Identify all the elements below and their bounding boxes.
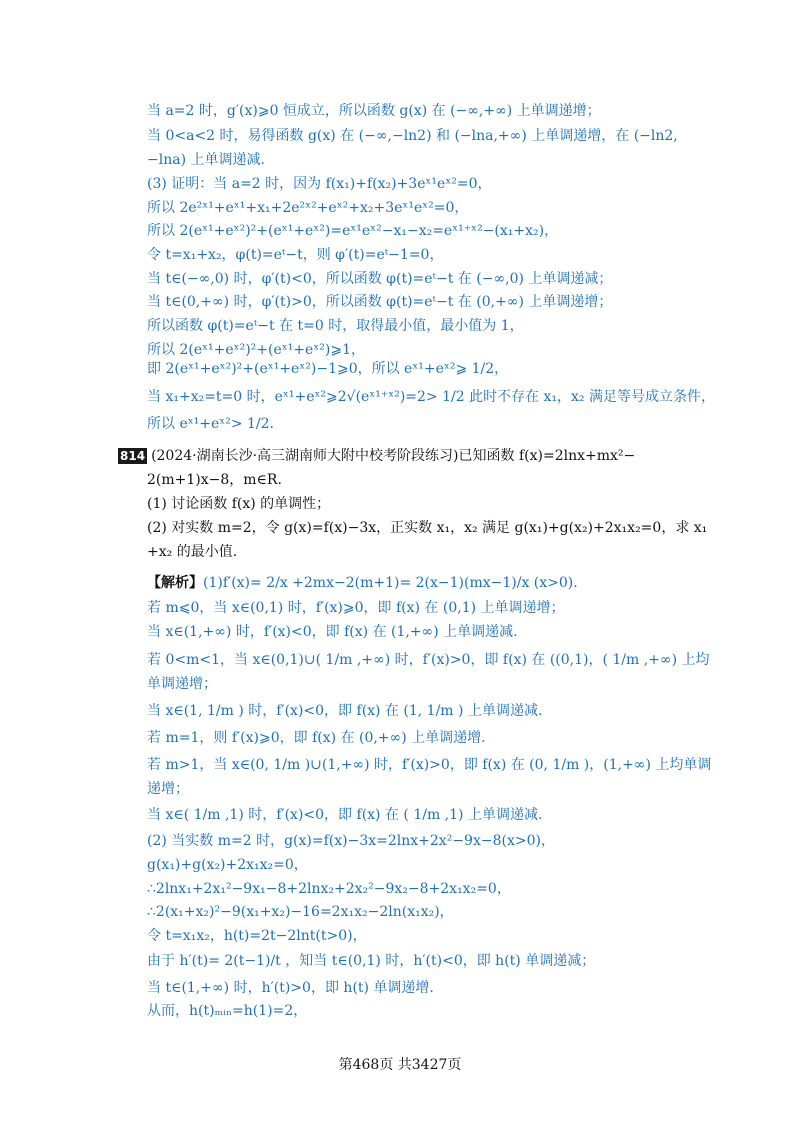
prev-line-13: 当 x₁+x₂=t=0 时，eˣ¹+eˣ²⩾2√(eˣ¹⁺ˣ²)=2> 1/2 此时不存在 x₁，x₂ 满足等号成立条件，	[147, 389, 715, 405]
analysis-line-13: ∴2(x₁+x₂)²−9(x₁+x₂)−16=2x₁x₂−2ln(x₁x₂)，	[147, 904, 454, 920]
analysis-line-10: (2) 当实数 m=2 时，g(x)=f(x)−3x=2lnx+2x²−9x−8(x>0)，	[147, 833, 555, 849]
problem-text-1: (2024·湖南长沙·高三湖南师大附中校考阶段练习)已知函数 f(x)=2lnx+mx²−	[151, 448, 636, 464]
problem-line-1	[118, 447, 635, 465]
prev-line-2: 当 0<a<2 时，易得函数 g(x) 在 (−∞,−ln2) 和 (−lna,+∞) 上单调递增，在 (−ln2,	[147, 128, 678, 144]
prev-line-5: 所以 2e²ˣ¹+eˣ¹+x₁+2e²ˣ²+eˣ²+x₂+3eˣ¹eˣ²=0，	[147, 200, 469, 216]
analysis-line-3: 若 0<m<1，当 x∈(0,1)∪( 1/m ,+∞) 时，f′(x)>0，即 f(x) 在 ((0,1)，( 1/m ,+∞) 上均	[147, 652, 710, 668]
prev-line-14: 所以 eˣ¹+eˣ²> 1/2.	[147, 416, 275, 432]
prev-line-8: 当 t∈(−∞,0) 时，φ′(t)<0，所以函数 φ(t)=eᵗ−t 在 (−∞,0) 上单调递减；	[147, 271, 613, 287]
analysis-line-6: 若 m=1，则 f′(x)⩾0，即 f(x) 在 (0,+∞) 上单调递增.	[147, 730, 486, 746]
analysis-line-16: 当 t∈(1,+∞) 时，h′(t)>0，即 h(t) 单调递增.	[147, 980, 434, 996]
problem-line-2: 2(m+1)x−8，m∈R.	[147, 472, 282, 488]
prev-line-11: 所以 2(eˣ¹+eˣ²)²+(eˣ¹+eˣ²)⩾1，	[147, 342, 365, 358]
prev-line-4: (3) 证明：当 a=2 时，因为 f(x₁)+f(x₂)+3eˣ¹eˣ²=0，	[147, 176, 492, 192]
analysis-line-17: 从而，h(t)ₘᵢₙ=h(1)=2，	[147, 1003, 308, 1019]
analysis-line-14: 令 t=x₁x₂，h(t)=2t−2lnt(t>0)，	[147, 928, 367, 944]
problem-line-4: (2) 对实数 m=2，令 g(x)=f(x)−3x，正实数 x₁，x₂ 满足 g(x₁)+g(x₂)+2x₁x₂=0，求 x₁	[147, 520, 708, 536]
analysis-line-12: ∴2lnx₁+2x₁²−9x₁−8+2lnx₂+2x₂²−9x₂−8+2x₁x₂=0，	[147, 881, 511, 897]
analysis-label: 【解析】	[147, 575, 203, 591]
prev-line-10: 所以函数 φ(t)=eᵗ−t 在 t=0 时，取得最小值，最小值为 1，	[147, 318, 524, 334]
prev-line-6: 所以 2(eˣ¹+eˣ²)²+(eˣ¹+eˣ²)=eˣ¹eˣ²−x₁−x₂=eˣ¹⁺ˣ²−(x₁+x₂)，	[147, 223, 559, 239]
analysis-line-2: 当 x∈(1,+∞) 时，f′(x)<0，即 f(x) 在 (1,+∞) 上单调递减.	[147, 624, 518, 640]
analysis-first-text: (1)f′(x)= 2/x +2mx−2(m+1)= 2(x−1)(mx−1)/x (x>0).	[203, 575, 578, 591]
analysis-line-8: 递增；	[147, 781, 189, 797]
prev-line-7: 令 t=x₁+x₂，φ(t)=eᵗ−t，则 φ′(t)=eᵗ−1=0，	[147, 247, 444, 263]
problem-line-3: (1) 讨论函数 f(x) 的单调性；	[147, 496, 331, 512]
analysis-line-4: 单调递增；	[147, 676, 217, 692]
analysis-line-1: 若 m⩽0，当 x∈(0,1) 时，f′(x)⩾0，即 f(x) 在 (0,1) 上单调递增；	[147, 600, 565, 616]
problem-line-5: +x₂ 的最小值.	[147, 544, 238, 560]
prev-line-12: 即 2(eˣ¹+eˣ²)²+(eˣ¹+eˣ²)−1⩾0，所以 eˣ¹+eˣ²⩾ 1/2，	[147, 361, 509, 377]
prev-line-9: 当 t∈(0,+∞) 时，φ′(t)>0，所以函数 φ(t)=eᵗ−t 在 (0,+∞) 上单调递增；	[147, 294, 613, 310]
analysis-line-15: 由于 h′(t)= 2(t−1)/t ，知当 t∈(0,1) 时，h′(t)<0，即 h(t) 单调递减；	[147, 953, 596, 969]
page-footer: 第468页 共3427页	[338, 1057, 462, 1073]
problem-number-badge: 814	[120, 449, 146, 463]
analysis-line-11: g(x₁)+g(x₂)+2x₁x₂=0，	[147, 857, 308, 873]
analysis-line-5: 当 x∈(1, 1/m ) 时，f′(x)<0，即 f(x) 在 (1, 1/m ) 上单调递减.	[147, 703, 543, 719]
analysis-first-line	[147, 574, 578, 592]
analysis-line-7: 若 m>1，当 x∈(0, 1/m )∪(1,+∞) 时，f′(x)>0，即 f(x) 在 (0, 1/m )，(1,+∞) 上均单调	[147, 757, 712, 773]
analysis-line-9: 当 x∈( 1/m ,1) 时，f′(x)<0，即 f(x) 在 ( 1/m ,1) 上单调递减.	[147, 807, 543, 823]
prev-line-3: −lna) 上单调递减.	[147, 152, 265, 168]
prev-line-1: 当 a=2 时，g′(x)⩾0 恒成立，所以函数 g(x) 在 (−∞,+∞) 上单调递增；	[147, 103, 601, 119]
